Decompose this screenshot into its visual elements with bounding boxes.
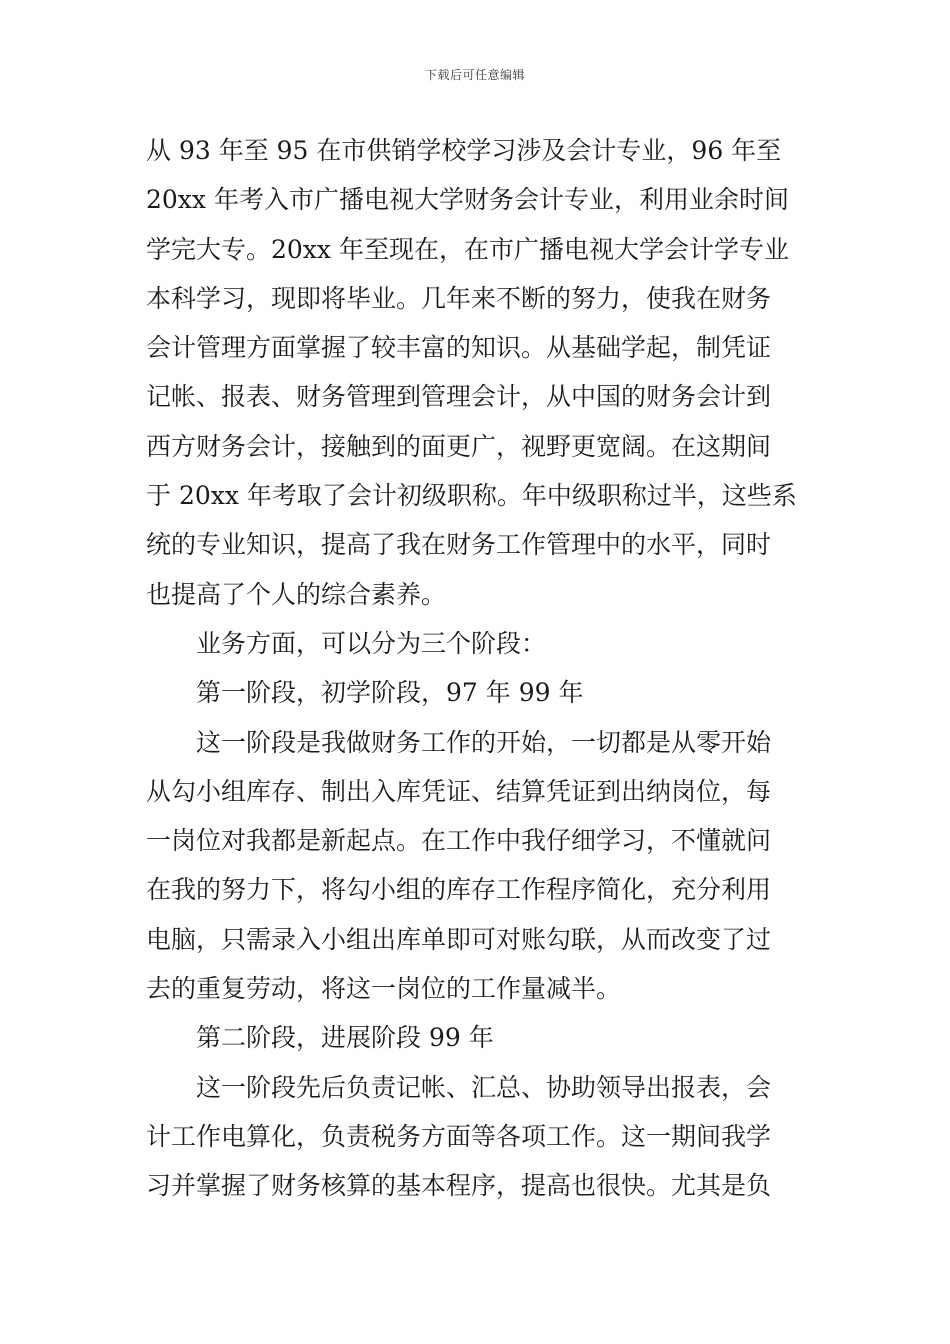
text-line: 这一阶段先后负责记帐、汇总、协助领导出报表，会 — [196, 1072, 772, 1102]
text-line: 在我的努力下，将勾小组的库存工作程序简化，充分利用 — [146, 875, 772, 905]
text-line: 于 20xx 年考取了会计初级职称。年中级职称过半，这些系 — [146, 481, 797, 511]
document-body — [146, 126, 806, 1211]
text-line: 从 93 年至 95 在市供销学校学习涉及会计专业，96 年至 — [146, 136, 782, 165]
text-line: 去的重复劳动，将这一岗位的工作量减半。 — [146, 974, 622, 1004]
text-line: 计工作电算化，负责税务方面等各项工作。这一期间我学 — [146, 1121, 772, 1151]
text-line: 业务方面，可以分为三个阶段： — [196, 628, 547, 658]
text-line: 从勾小组库存、制出入库凭证、结算凭证到出纳岗位，每 — [146, 776, 772, 806]
text-line: 西方财务会计，接触到的面更广，视野更宽阔。在这期间 — [146, 431, 772, 461]
text-line: 也提高了个人的综合素养。 — [146, 579, 447, 609]
text-line: 这一阶段是我做财务工作的开始，一切都是从零开始 — [196, 727, 772, 757]
text-line: 20xx 年考入市广播电视大学财务会计专业，利用业余时间 — [146, 185, 789, 215]
text-line: 本科学习，现即将毕业。几年来不断的努力，使我在财务 — [146, 283, 772, 313]
text-line: 统的专业知识，提高了我在财务工作管理中的水平，同时 — [146, 530, 772, 560]
text-line: 一岗位对我都是新起点。在工作中我仔细学习，不懂就问 — [146, 826, 772, 856]
text-line: 第一阶段，初学阶段，97 年 99 年 — [196, 678, 584, 708]
page-header: 下载后可任意编辑 — [424, 68, 525, 82]
text-line: 电脑，只需录入小组出库单即可对账勾联，从而改变了过 — [146, 924, 772, 954]
text-line: 记帐、报表、财务管理到管理会计，从中国的财务会计到 — [146, 382, 772, 412]
text-line: 第二阶段，进展阶段 99 年 — [196, 1023, 494, 1053]
text-line: 习并掌握了财务核算的基本程序，提高也很快。尤其是负 — [146, 1171, 772, 1201]
text-line: 学完大专。20xx 年至现在，在市广播电视大学会计学专业 — [146, 234, 789, 264]
text-line: 会计管理方面掌握了较丰富的知识。从基础学起，制凭证 — [146, 333, 772, 363]
